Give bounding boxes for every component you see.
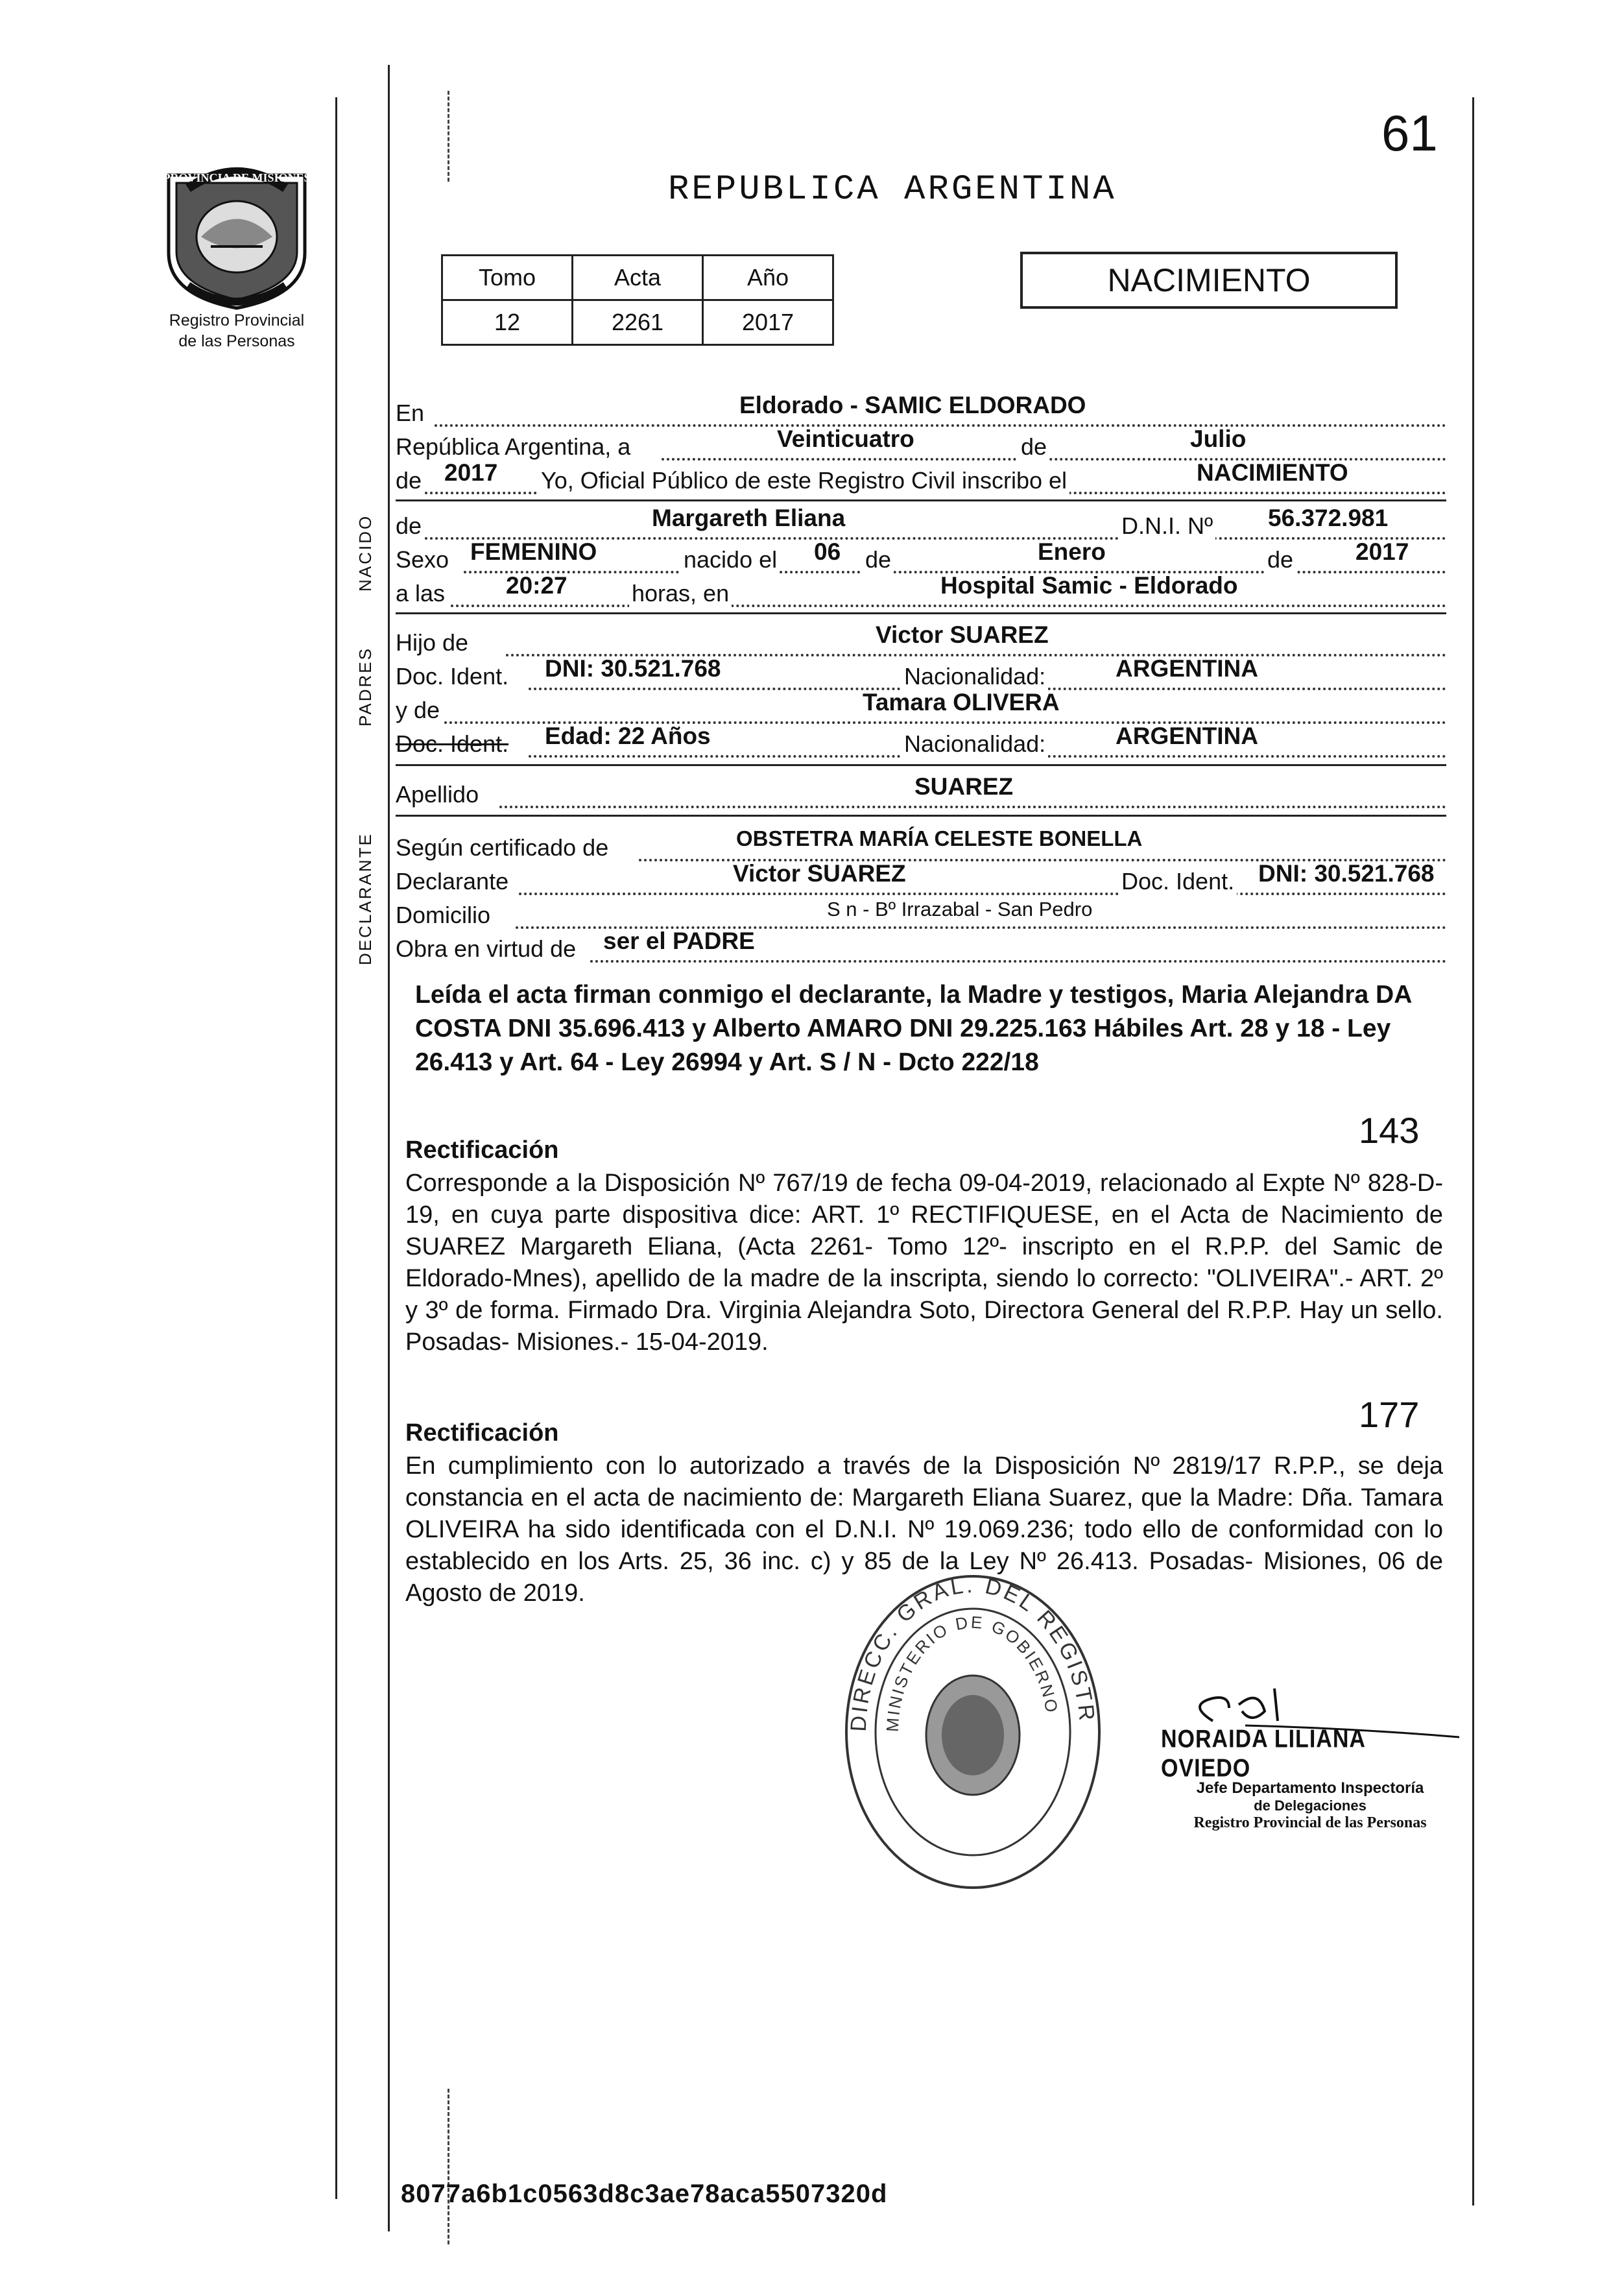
logo-caption bbox=[133, 310, 340, 352]
signatory-role-3: Registro Provincial de las Personas bbox=[1193, 1814, 1427, 1831]
frame-line-left bbox=[335, 97, 337, 2199]
value-father-doc: DNI: 30.521.768 bbox=[545, 655, 721, 682]
value-month: Julio bbox=[1190, 426, 1247, 452]
value-child-name: Margareth Eliana bbox=[652, 505, 846, 531]
side-label-declarante: DECLARANTE bbox=[355, 832, 375, 965]
value-inscribe-type: NACIMIENTO bbox=[1197, 459, 1348, 486]
document-hash: 8077a6b1c0563d8c3ae78aca5507320d bbox=[401, 2180, 888, 2208]
ref-header-anio: Año bbox=[703, 256, 833, 300]
label-segun: Según certificado de bbox=[396, 834, 609, 861]
official-stamp bbox=[837, 1570, 1109, 1897]
row-domicilio bbox=[396, 896, 1446, 933]
label-obra: Obra en virtud de bbox=[396, 935, 577, 962]
divider-3 bbox=[396, 764, 1446, 766]
row-declarante bbox=[396, 860, 1446, 899]
value-declarant: Victor SUAREZ bbox=[733, 860, 906, 887]
value-address: S n - Bº Irrazabal - San Pedro bbox=[827, 898, 1093, 920]
label-apellido: Apellido bbox=[396, 781, 479, 808]
ref-value-anio: 2017 bbox=[703, 300, 833, 345]
row-en bbox=[396, 394, 1446, 431]
label-a-las: a las bbox=[396, 580, 446, 607]
signatory-role-2: de Delegaciones bbox=[1254, 1797, 1367, 1814]
row-hora bbox=[396, 572, 1446, 611]
signatory-block bbox=[1161, 1725, 1459, 1832]
value-father-nat: ARGENTINA bbox=[1116, 655, 1258, 682]
divider-4 bbox=[396, 815, 1446, 817]
value-child-dni: 56.372.981 bbox=[1268, 505, 1389, 531]
value-birth-day: 06 bbox=[814, 538, 841, 565]
ref-header-tomo: Tomo bbox=[442, 256, 573, 300]
side-label-nacido: NACIDO bbox=[355, 514, 375, 592]
value-obra: ser el PADRE bbox=[603, 928, 755, 954]
reference-table bbox=[441, 254, 834, 346]
logo-caption-line2: de las Personas bbox=[178, 332, 295, 350]
value-year: 2017 bbox=[444, 459, 498, 486]
label-nacionalidad-2: Nacionalidad: bbox=[902, 730, 1048, 758]
label-doc-ident: Doc. Ident. bbox=[396, 663, 509, 690]
value-surname: SUAREZ bbox=[914, 773, 1014, 800]
center-guide-line-lower bbox=[448, 2089, 449, 2244]
value-certificate: OBSTETRA MARÍA CELESTE BONELLA bbox=[736, 826, 1143, 850]
label-en: En bbox=[396, 400, 425, 426]
value-birth-time: 20:27 bbox=[506, 572, 567, 599]
value-place: Eldorado - SAMIC ELDORADO bbox=[739, 392, 1086, 418]
label-de-name: de bbox=[396, 512, 422, 539]
row-obra bbox=[396, 930, 1446, 967]
center-guide-line bbox=[448, 91, 449, 182]
value-sex: FEMENINO bbox=[470, 538, 597, 565]
label-de-birth-month: de bbox=[863, 546, 894, 573]
ref-value-tomo: 12 bbox=[442, 300, 573, 345]
row-inscribe bbox=[396, 459, 1446, 498]
stamp-inner-text: MINISTERIO DE GOBIERNO bbox=[882, 1612, 1062, 1733]
value-mother-nat: ARGENTINA bbox=[1116, 723, 1258, 749]
record-type-box: NACIMIENTO bbox=[1020, 252, 1398, 309]
label-de-month: de bbox=[1018, 433, 1049, 461]
value-mother-name: Tamara OLIVERA bbox=[863, 689, 1060, 715]
label-yo: Yo, Oficial Público de este Registro Civil inscribo el bbox=[538, 467, 1069, 494]
value-father-name: Victor SUAREZ bbox=[876, 621, 1049, 648]
value-birth-month: Enero bbox=[1038, 538, 1106, 565]
label-doc-ident-3: Doc. Ident. bbox=[1119, 868, 1237, 895]
province-seal-logo bbox=[149, 156, 324, 315]
divider-1 bbox=[396, 499, 1446, 501]
rectification-body-2: En cumplimiento con lo autorizado a través de la Disposición Nº 2819/17 R.P.P., se deja constancia en el acta de nacimiento de: Margareth Eliana Suarez, que la Madre: Dña. Tamara OLIVEIRA ha sido identificada con el D.N.I. Nº 19.069.236; todo ello de conformidad con lo establecido en los Arts. 25, 36 inc. c) y 85 de la Ley Nº 26.413. Posadas- Misiones, 06 de Agosto de 2019. bbox=[405, 1452, 1443, 1607]
value-birth-place: Hospital Samic - Eldorado bbox=[940, 572, 1238, 599]
rectification-body-1: Corresponde a la Disposición Nº 767/19 de fecha 09-04-2019, relacionado al Expte Nº 828-D-19, en cuya parte dispositiva dice: ART. 1º RECTIFIQUESE, en el Acta de Nacimiento de SUAREZ Margareth Eliana, (Acta 2261- Tomo 12º- inscripto en el R.P.P. del Samic de Eldorado-Mnes), apellido de la madre de la inscripta, siendo lo correcto: "OLIVEIRA".- ART. 2º y 3º de forma. Firmado Dra. Virginia Alejandra Soto, Directora General del R.P.P. Hay un sello. Posadas- Misiones.- 15-04-2019. bbox=[405, 1170, 1443, 1356]
rectification-number-177: 177 bbox=[1359, 1394, 1420, 1435]
side-label-padres: PADRES bbox=[355, 647, 375, 727]
value-day-words: Veinticuatro bbox=[777, 426, 914, 452]
value-declarant-doc: DNI: 30.521.768 bbox=[1258, 860, 1435, 887]
ref-header-acta: Acta bbox=[573, 256, 703, 300]
row-mother-doc bbox=[396, 725, 1446, 762]
rectification-number-143: 143 bbox=[1359, 1110, 1420, 1151]
value-birth-year: 2017 bbox=[1355, 538, 1409, 565]
label-domicilio: Domicilio bbox=[396, 902, 491, 928]
frame-line-right bbox=[1472, 97, 1474, 2205]
row-apellido bbox=[396, 773, 1446, 812]
label-y-de: y de bbox=[396, 697, 440, 723]
page-number: 61 bbox=[1381, 104, 1438, 162]
label-declarante: Declarante bbox=[396, 868, 509, 895]
label-dni: D.N.I. Nº bbox=[1119, 512, 1215, 540]
label-sexo: Sexo bbox=[396, 546, 449, 573]
label-de-birth-year: de bbox=[1265, 546, 1296, 573]
label-horas: horas, en bbox=[629, 580, 732, 607]
label-hijo: Hijo de bbox=[396, 629, 469, 656]
divider-2 bbox=[396, 612, 1446, 614]
signatory-role-1: Jefe Departamento Inspectoría bbox=[1196, 1779, 1424, 1797]
value-mother-doc: Edad: 22 Años bbox=[545, 723, 711, 749]
label-doc-ident-struck: Doc. Ident. bbox=[396, 730, 509, 757]
label-nacido: nacido el bbox=[681, 546, 780, 573]
seal-text: PROVINCIA DE MISIONES bbox=[163, 171, 311, 184]
closing-paragraph: Leída el acta firman conmigo el declarante, la Madre y testigos, Maria Alejandra DA COSTA DNI 35.696.413 y Alberto AMARO DNI 29.225.163 Hábiles Art. 28 y 18 - Ley 26.413 y Art. 64 - Ley 26994 y Art. S / N - Dcto 222/18 bbox=[415, 981, 1411, 1076]
label-republica: República Argentina, a bbox=[396, 433, 631, 460]
stamp-outer-text: DIRECC. GRAL. DEL REGISTR bbox=[846, 1572, 1099, 1733]
label-nacionalidad: Nacionalidad: bbox=[902, 663, 1048, 690]
logo-caption-line1: Registro Provincial bbox=[169, 311, 305, 330]
country-title: REPUBLICA ARGENTINA bbox=[668, 170, 1117, 210]
rectification-title-2: Rectificación bbox=[405, 1419, 559, 1447]
label-de-year: de bbox=[396, 467, 422, 494]
frame-line-inner bbox=[388, 65, 390, 2231]
signatory-name: NORAIDA LILIANA OVIEDO bbox=[1161, 1725, 1365, 1783]
ref-value-acta: 2261 bbox=[573, 300, 703, 345]
rectification-title-1: Rectificación bbox=[405, 1136, 559, 1164]
